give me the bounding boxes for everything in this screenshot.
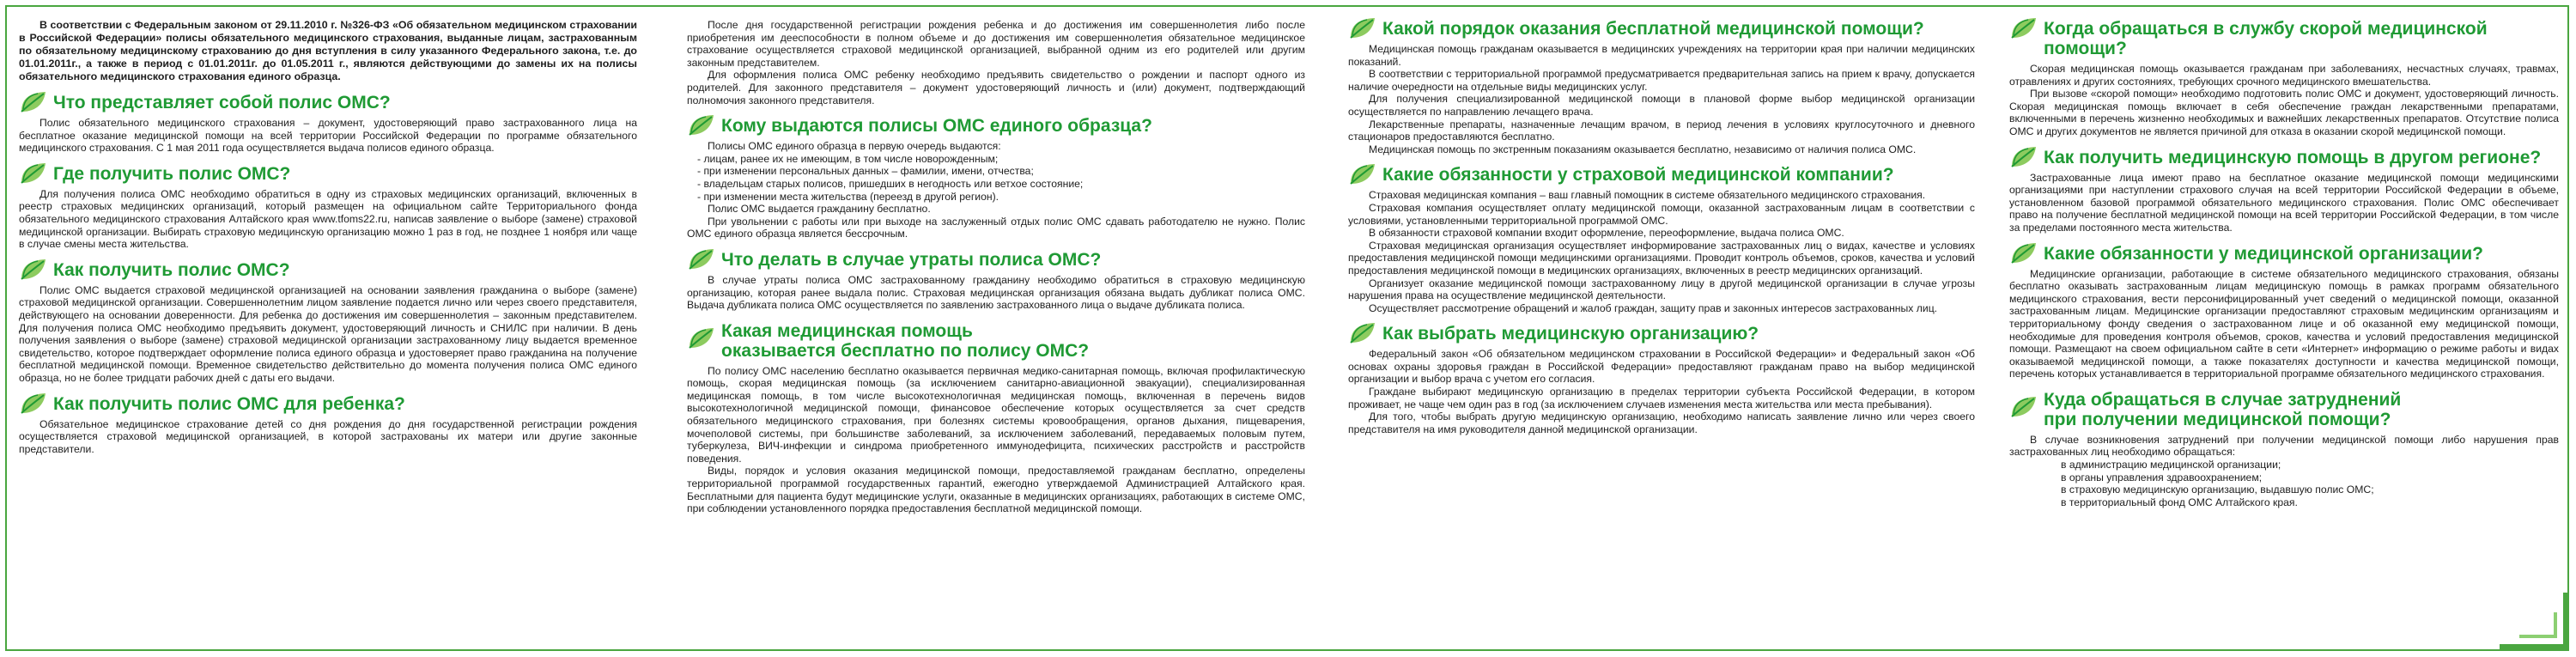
leaf-icon bbox=[19, 258, 48, 282]
paragraph: Страховая медицинская компания – ваш главный помощник в системе обязательного медицинского страхования. bbox=[1369, 189, 1926, 202]
paragraph: Для получения специализированной медицинской помощи в плановой форме выбор медицинской организации осуществляется по направлению лечащего врача. bbox=[1348, 93, 1975, 118]
section-title: Какие обязанности у страховой медицинской компании? bbox=[1382, 165, 1894, 186]
paragraph: Застрахованные лица имеют право на бесплатное оказание медицинской помощи медицинскими организациями при наступлении страхового случая на всей территории Российской Федерации в объеме, установленном базовой программой обязательного медицинского страхования. Полис ОМС обеспечивает право на получение бесплатной медицинской помощи на всей территории Российской Федерации, в том числе за пределами постоянного места жительства. bbox=[2009, 171, 2559, 234]
paragraph: Медицинские организации, работающие в системе обязательного медицинского страхования, обязаны бесплатно оказывать застрахованным лицам медицинскую помощь в рамках программ обязательного медицинского страхования, вести персонифицированный учет сведений о медицинской помощи, оказанной застрахованным лицам. Медицинские организации предоставляют страховым медицинским организациям и территориальному фонду сведения о застрахованном лице и об оказанной ему медицинской помощи, необходимые для проведения контроля объемов, сроков, качества и условий предоставления медицинской помощи. Размещают на своем официальном сайте в сети «Интернет» информацию о режиме работы и видах оказываемой медицинской помощи, а также показателях доступности и качества медицинской помощи, перечень которых устанавливается в территориальной программе обязательного медицинского страхования. bbox=[2009, 267, 2559, 380]
paragraph: Полисы ОМС единого образца в первую очередь выдаются: bbox=[708, 140, 1001, 153]
leaf-icon bbox=[1348, 321, 1377, 345]
paragraph: Для оформления полиса ОМС ребенку необходимо предъявить свидетельство о рождении и паспорт одного из родителей. Для законного представителя – документ удостоверяющий личность и (или) документ, подтверждающий полномочия законного представителя. bbox=[687, 69, 1305, 106]
paragraph: Страховая медицинская организация осуществляет информирование застрахованных лиц о видах, качестве и условиях предоставления медицинской помощи медицинскими организациями. Проводит контроль объемов, сроков, качества и условий предоставления медицинской помощи в медицинских организациях, включенных в реестр медицинских организаций. bbox=[1348, 239, 1975, 277]
leaf-icon bbox=[687, 326, 716, 350]
contacts-list bbox=[2009, 459, 2559, 508]
section-title: Как получить медицинскую помощь в другом регионе? bbox=[2044, 147, 2542, 167]
list-item: в страховую медицинскую организацию, выдавшую полис ОМС; bbox=[2061, 484, 2374, 496]
column-3 bbox=[1348, 19, 1975, 435]
section-heading-what-is-policy bbox=[19, 93, 637, 113]
paragraph: Медицинская помощь гражданам оказывается в медицинских учреждениях на территории края при наличии медицинских показаний. bbox=[1348, 43, 1975, 68]
paragraph: Полис ОМС выдается гражданину бесплатно. bbox=[708, 203, 931, 216]
paragraph: Лекарственные препараты, назначенные лечащим врачом, в период лечения в условиях круглосуточного и дневного стационаров предоставляются бесплатно. bbox=[1348, 118, 1975, 143]
paragraph: Обязательное медицинское страхование детей со дня рождения до дня государственной регистрации рождения осуществляется страховой медицинской организацией, в которой застрахованы их матери или другие законные представители. bbox=[19, 417, 637, 455]
paragraph: Для того, чтобы выбрать другую медицинскую организацию, необходимо написать заявление лично или через своего представителя на имя руководителя данной медицинской организации. bbox=[1348, 411, 1975, 435]
paragraph: Страховая компания осуществляет оплату медицинской помощи, оказанной застрахованным лицам в соответствии с условиями, установленными территориальной программой ОМС. bbox=[1348, 201, 1975, 227]
list-item: - при изменении персональных данных – фамилии, имени, отчества; bbox=[697, 165, 1034, 178]
section-heading-who-gets-policy bbox=[687, 116, 1305, 136]
section-title: Как выбрать медицинскую организацию? bbox=[1382, 324, 1759, 344]
paragraph: После дня государственной регистрации рождения ребенка и до достижения им совершеннолетия либо после приобретения им дееспособности в полном объеме и до достижения им совершеннолетия обязательное медицинское страхование осуществляется страховой медицинской организацией, выбранной одним из его родителей или другим законным представителем. bbox=[687, 19, 1305, 69]
list-item: - лицам, ранее их не имеющим, в том числе новорожденным; bbox=[697, 152, 999, 165]
leaf-icon bbox=[2009, 145, 2038, 169]
leaf-icon bbox=[1348, 162, 1377, 186]
section-heading-insurer-duties bbox=[1348, 165, 1975, 185]
list-item: в территориальный фонд ОМС Алтайского края. bbox=[2061, 496, 2298, 508]
section-title: Как получить полис ОМС? bbox=[53, 259, 290, 280]
section-heading-where-get-policy bbox=[19, 164, 637, 184]
paragraph: Полис ОМС выдается страховой медицинской организацией на основании заявления гражданина о выборе (замене) страховой медицинской организации. Совершеннолетним лицом заявление подается лично или через своего представителя, действующего на основании доверенности. Для ребенка до достижения им совершеннолетия – законным представителем. Для получения полиса ОМС необходимо предъявить документ, удостоверяющий личность и СНИЛС при наличии. В день получения заявления о выборе (замене) страховой медицинской организации застрахованному лицу выдается временное свидетельство, которое подтверждает оформление полиса единого образца и удостоверяет право гражданина на получение бесплатной медицинской помощи. Временное свидетельство действительно до момента получения полиса ОМС единого образца, но не более тридцати рабочих дней с даты его выдачи. bbox=[19, 283, 637, 384]
section-title: Что представляет собой полис ОМС? bbox=[53, 93, 391, 113]
section-title: Когда обращаться в службу скорой медицинской помощи? bbox=[2044, 19, 2488, 58]
section-heading-clinic-duties bbox=[2009, 244, 2559, 264]
section-heading-how-get-policy bbox=[19, 260, 637, 280]
section-heading-where-to-complain bbox=[2009, 390, 2559, 429]
section-title: Что делать в случае утраты полиса ОМС? bbox=[721, 249, 1102, 270]
paragraph: Организует оказание медицинской помощи застрахованному лицу в другой медицинской организации в случае угрозы нарушения права на осуществление медицинской деятельности. bbox=[1348, 277, 1975, 302]
section-heading-lost-policy bbox=[687, 250, 1305, 270]
leaf-icon bbox=[19, 90, 48, 114]
paragraph: В случае возникновения затруднений при получении медицинской помощи либо нарушения прав застрахованных лиц необходимо обращаться: bbox=[2009, 433, 2559, 459]
paragraph: Полис обязательного медицинского страхования – документ, удостоверяющий право застрахованного лица на бесплатное оказание медицинской помощи на всей территории Российской Федерации по программе обязательного медицинского страхования. С 1 мая 2011 года осуществляется выдача полисов единого образца. bbox=[19, 117, 637, 155]
paragraph: В случае утраты полиса ОМС застрахованному гражданину необходимо обратиться в страховую медицинскую организацию, которая ранее выдала полис. Страховая медицинская организация обязана выдать дубликат полиса ОМС. Выдача дубликата полиса ОМС осуществляется по заявлению застрахованного лица о выдаче дубликата полиса. bbox=[687, 273, 1305, 312]
section-title: Кому выдаются полисы ОМС единого образца? bbox=[721, 116, 1152, 137]
section-heading-free-care bbox=[687, 321, 1305, 361]
paragraph: Виды, порядок и условия оказания медицинской помощи, предоставляемой гражданам бесплатно, определены территориальной программой государственных гарантий, ежегодно утверждаемой Администрацией Алтайского края. Бесплатными для пациента будут медицинские услуги, оказанные в медицинских организациях, работающих в системе ОМС, при соблюдении установленного порядка предоставления бесплатной медицинской помощи. bbox=[687, 465, 1305, 515]
paragraph: По полису ОМС населению бесплатно оказывается первичная медико-санитарная помощь, включая профилактическую помощь, скорая медицинская помощь (за исключением санитарно-авиационной эвакуации), специализированная медицинская помощь, в том числе высокотехнологичная медицинская помощь, включенная в перечень видов высокотехнологичной медицинской помощи, финансовое обеспечение которых осуществляется за счет средств обязательного медицинского страхования, при болезнях системы кровообращения, органов дыхания, пищеварения, мочеполовой системы, при большинстве заболеваний, за исключением заболеваний, передаваемых половым путем, туберкулеза, ВИЧ-инфекции и синдрома приобретенного иммунодефицита, психических расстройств и расстройств поведения. bbox=[687, 364, 1305, 465]
section-title-line-1: Какая медицинская помощь bbox=[721, 320, 973, 341]
list-item: в администрацию медицинской организации; bbox=[2061, 459, 2281, 471]
section-title: Какой порядок оказания бесплатной медицинской помощи? bbox=[1382, 19, 1924, 39]
section-heading-ambulance bbox=[2009, 19, 2559, 58]
section-title-line-2: оказывается бесплатно по полису ОМС? bbox=[721, 340, 1090, 361]
section-title: Какие обязанности у медицинской организации? bbox=[2044, 243, 2483, 264]
section-title: Как получить полис ОМС для ребенка? bbox=[53, 393, 405, 414]
column-4 bbox=[2009, 19, 2559, 508]
leaf-icon bbox=[19, 392, 48, 416]
section-title: Где получить полис ОМС? bbox=[53, 163, 291, 184]
leaf-icon bbox=[2009, 241, 2038, 265]
paragraph: Медицинская помощь по экстренным показаниям оказывается бесплатно, независимо от наличия полиса ОМС. bbox=[1369, 143, 1917, 155]
section-title-line-1: Куда обращаться в случае затруднений bbox=[2044, 389, 2402, 410]
section-heading-policy-for-child bbox=[19, 394, 637, 414]
section-heading-care-procedure bbox=[1348, 19, 1975, 39]
list-item: - владельцам старых полисов, пришедших в негодность или ветхое состояние; bbox=[697, 177, 1084, 190]
leaf-icon bbox=[2009, 395, 2038, 419]
paragraph: При увольнении с работы или при выходе на заслуженный отдых полис ОМС сдавать работодателю не нужно. Полис ОМС единого образца является бессрочным. bbox=[687, 215, 1305, 240]
paragraph: Для получения полиса ОМС необходимо обратиться в одну из страховых медицинских организаций, включенных в реестр страховых медицинских организаций, который размещен на официальном сайте Территориального фонда обязательного медицинского страхования Алтайского края www.tfoms22.ru, написав заявление о выборе (замене) страховой медицинской организации. Выбирать страховую медицинскую организацию можно 1 раз в год, не позднее 1 ноября или чаще в случае смены места жительства. bbox=[19, 187, 637, 251]
leaf-icon bbox=[2009, 16, 2038, 40]
paragraph: Осуществляет рассмотрение обращений и жалоб граждан, защиту прав и законных интересов застрахованных лиц. bbox=[1369, 301, 1938, 314]
list-item: - при изменении места жительства (переезд в другой регион). bbox=[697, 190, 999, 203]
eligibility-list bbox=[687, 153, 1305, 203]
paragraph: В соответствии с территориальной программой предусматривается предварительная запись на прием к врачу, допускается наличие очередности на отдельные виды медицинских услуг. bbox=[1348, 68, 1975, 93]
paragraph: В обязанности страховой компании входит оформление, переоформление, выдача полиса ОМС. bbox=[1369, 227, 1844, 240]
paragraph: Федеральный закон «Об обязательном медицинском страховании в Российской Федерации» и Федеральный закон «Об основах охраны здоровья граждан в Российской Федерации» предоставляют гражданам право на выбор медицинской организации и выбор врача с учетом его согласия. bbox=[1348, 348, 1975, 386]
section-heading-choose-clinic bbox=[1348, 324, 1975, 344]
leaf-icon bbox=[687, 113, 716, 137]
leaf-icon bbox=[687, 247, 716, 271]
list-item: в органы управления здравоохранением; bbox=[2061, 471, 2263, 484]
paragraph: При вызове «скорой помощи» необходимо подготовить полис ОМС и документ, удостоверяющий личность. Скорая медицинская помощь включает в себя обеспечение граждан лекарственными препаратами, включенными в перечень жизненно необходимых и важнейших лекарственных препаратов. Отсутствие полиса ОМС и других документов не является причиной для отказа в оказании скорой медицинской помощи. bbox=[2009, 88, 2559, 137]
column-2 bbox=[687, 19, 1305, 515]
leaf-icon bbox=[19, 161, 48, 186]
section-title-line-2: при получении медицинской помощи? bbox=[2044, 409, 2391, 429]
intro-paragraph: В соответствии с Федеральным законом от 29.11.2010 г. №326-ФЗ «Об обязательном медицинском страховании в Российской Федерации» полисы обязательного медицинского страхования, выданные лицам, застрахованным по обязательному медицинскому страхованию до дня вступления в силу указанного Федерального закона, т.е. до 01.01.2011г., а также в период с 01.01.2011г. до 01.05.2011 г., являются действующими до замены их на полисы обязательного медицинского страхования единого образца. bbox=[19, 19, 637, 82]
paragraph: Граждане выбирают медицинскую организацию в пределах территории субъекта Российской Федерации, в котором проживает, не чаще чем один раз в год (за исключением случаев изменения места жительства или места пребывания). bbox=[1348, 386, 1975, 411]
column-1 bbox=[19, 19, 637, 455]
leaf-icon bbox=[1348, 16, 1377, 40]
paragraph: Скорая медицинская помощь оказывается гражданам при заболеваниях, несчастных случаях, травмах, отравлениях и других состояниях, требующих срочного медицинского вмешательства. bbox=[2009, 63, 2559, 88]
corner-ornament-inner bbox=[2519, 612, 2557, 638]
section-heading-other-region bbox=[2009, 148, 2559, 167]
